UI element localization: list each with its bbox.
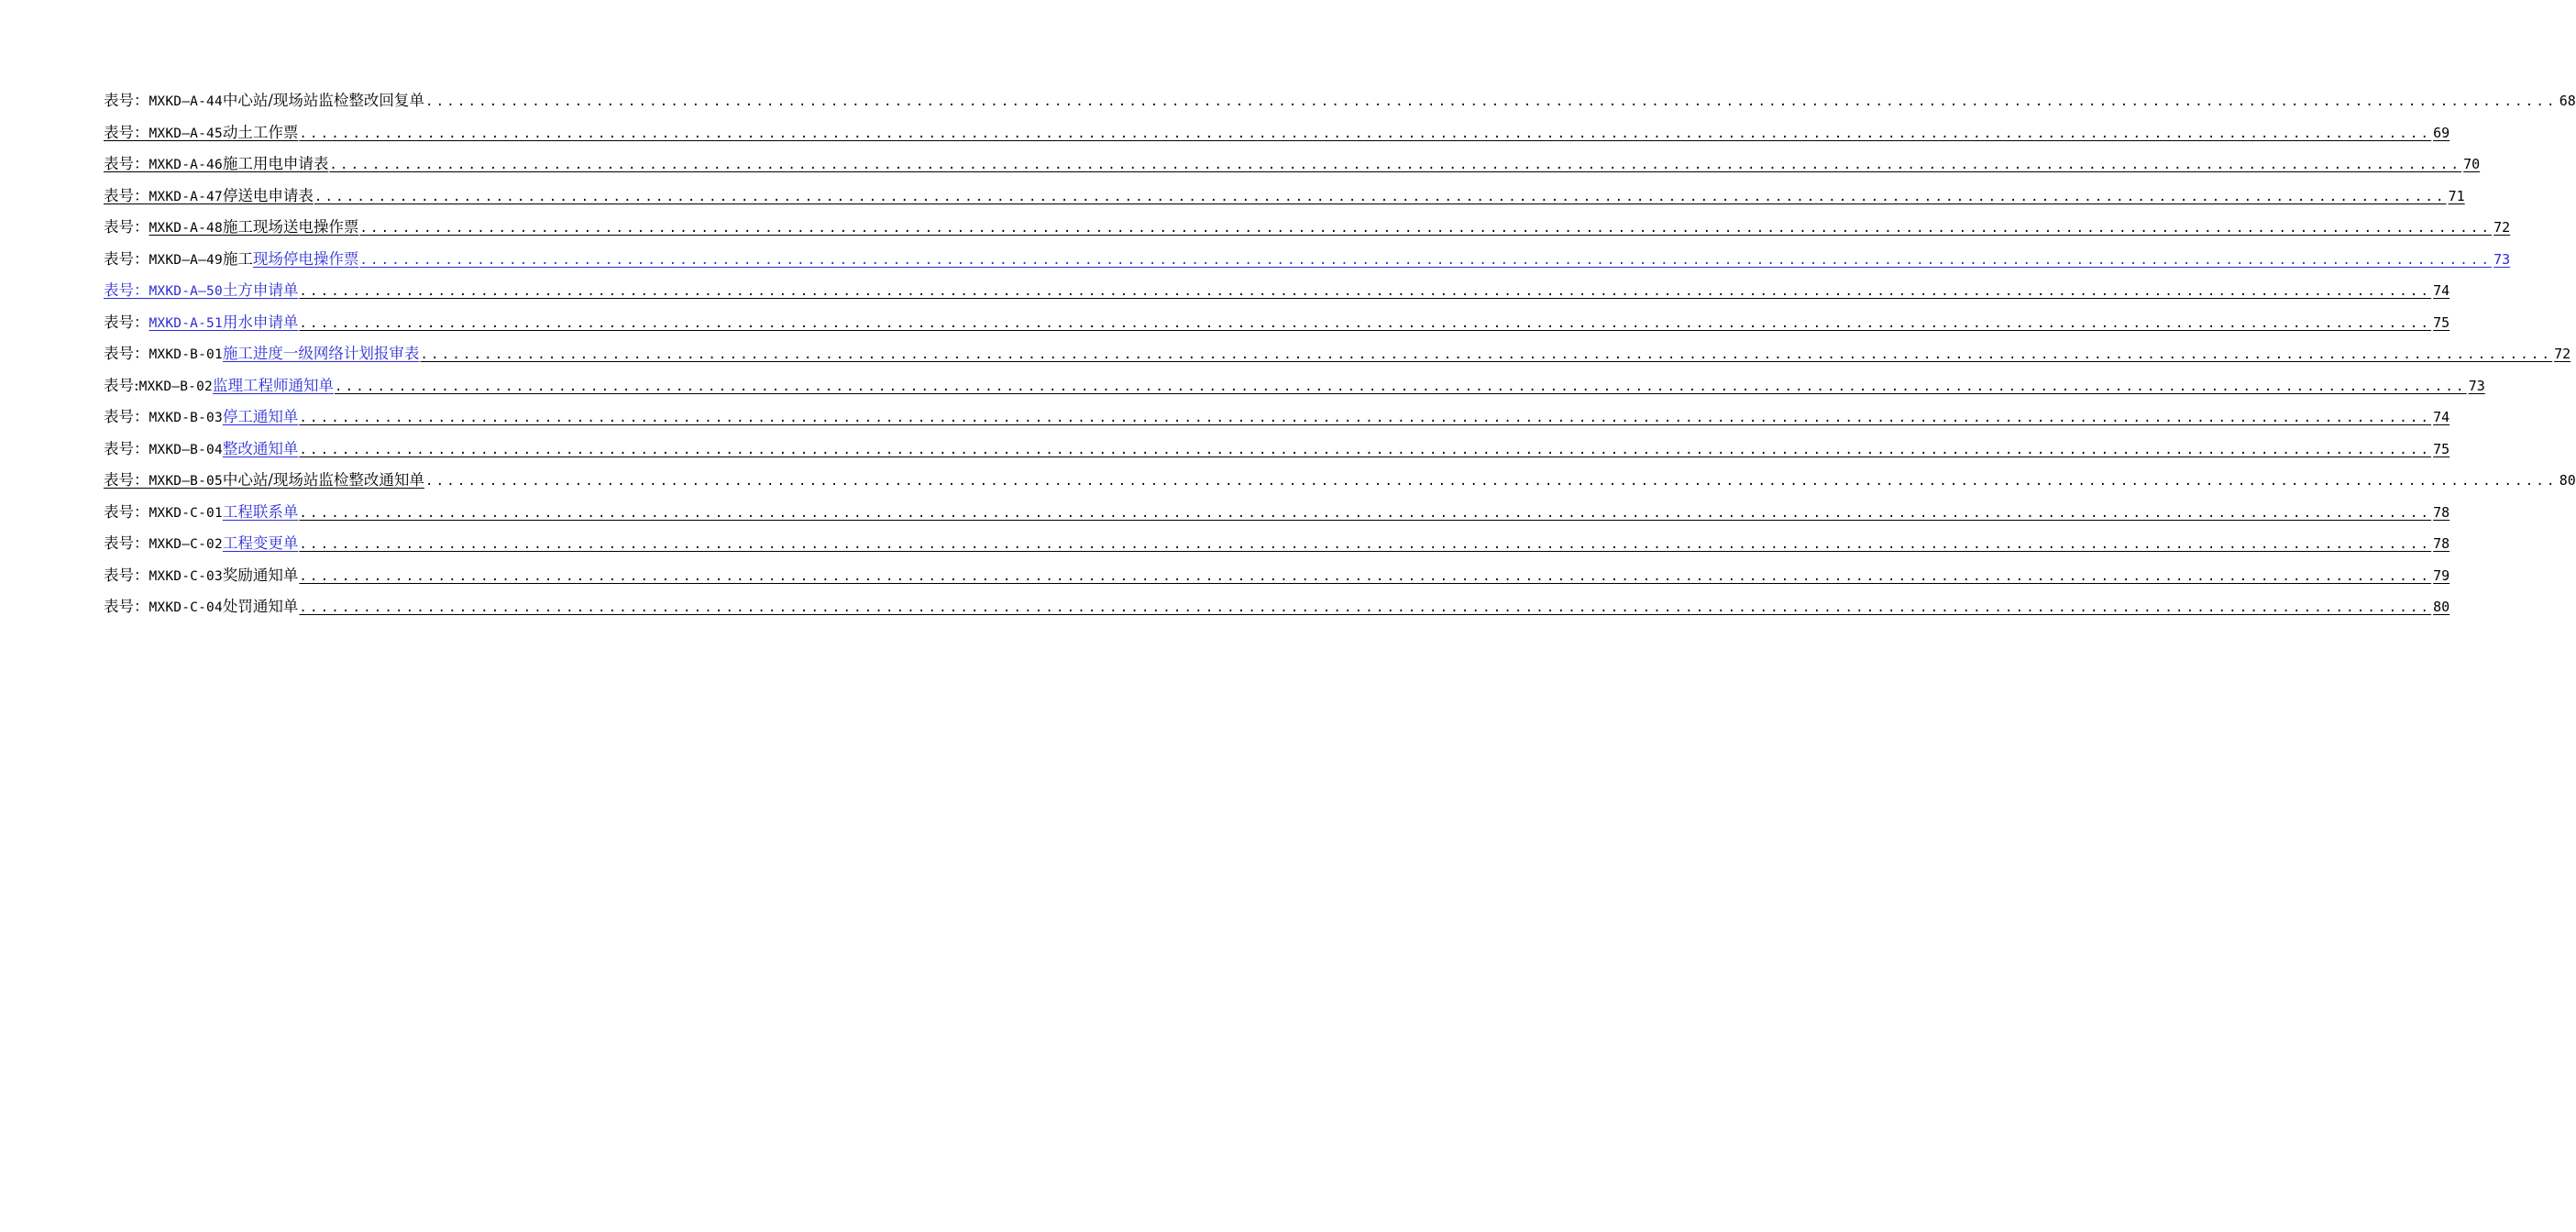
toc-entry[interactable] bbox=[104, 183, 2465, 215]
toc-page-number[interactable]: 75 bbox=[2433, 440, 2450, 457]
toc-leader-dots: ........................................................................................................................................................................................................ bbox=[299, 600, 2432, 615]
toc-entry-title[interactable]: 中心站/现场站监检整改通知单 bbox=[222, 471, 424, 489]
toc-entry-code: MXKD—C-02 bbox=[149, 537, 223, 552]
toc-entry-code: MXKD—B-02 bbox=[138, 379, 213, 394]
toc-entry[interactable] bbox=[104, 341, 2571, 373]
toc-entry[interactable] bbox=[104, 310, 2450, 342]
toc-entry-title[interactable]: 停工通知单 bbox=[222, 408, 299, 425]
toc-page-number[interactable]: 74 bbox=[2433, 282, 2450, 299]
toc-entry[interactable] bbox=[104, 373, 2485, 405]
toc-leader-dots: ........................................................................................................................................................................................................ bbox=[420, 347, 2553, 362]
toc-entry[interactable] bbox=[104, 468, 2576, 500]
toc-leader-dots: ........................................................................................................................................................................................................ bbox=[299, 315, 2432, 331]
toc-entry-prefix: 表号： bbox=[104, 566, 149, 584]
toc-page-number[interactable]: 70 bbox=[2463, 156, 2481, 172]
toc-entry[interactable] bbox=[104, 436, 2450, 468]
toc-leader-dots: ........................................................................................................................................................................................................ bbox=[334, 379, 2467, 394]
toc-entry-prefix: 表号： bbox=[104, 249, 149, 268]
toc-entry-code[interactable]: MXKD-A—50 bbox=[149, 284, 223, 299]
toc-leader-dots: ........................................................................................................................................................................................................ bbox=[299, 537, 2432, 552]
toc-entry[interactable] bbox=[104, 563, 2450, 595]
toc-page-number[interactable]: 79 bbox=[2433, 566, 2450, 584]
toc-entry-code: MXKD-C-04 bbox=[149, 600, 223, 615]
toc-entry-code: MXKD-C-03 bbox=[149, 568, 223, 584]
toc-entry[interactable] bbox=[104, 120, 2450, 152]
toc-leader-dots: ........................................................................................................................................................................................................ bbox=[299, 411, 2432, 425]
toc-entry-prefix[interactable]: 表号： bbox=[104, 471, 149, 489]
toc-leader-dots: ........................................................................................................................................................................................................ bbox=[299, 442, 2432, 457]
toc-entry-code: MXKD-B-01 bbox=[149, 347, 223, 362]
toc-entry[interactable] bbox=[104, 278, 2450, 310]
toc-page-number: 80 bbox=[2559, 472, 2576, 489]
toc-page-number: 68 bbox=[2559, 93, 2576, 109]
toc-leader-dots: ........................................................................................................................................................................................................ bbox=[314, 189, 2447, 204]
toc-entry-title: 奖励通知单 bbox=[222, 566, 299, 584]
toc-entry-prefix: 表号： bbox=[104, 218, 149, 236]
toc-page-number[interactable]: 73 bbox=[2468, 377, 2485, 394]
toc-entry-title[interactable]: 施工用电申请表 bbox=[222, 155, 329, 172]
toc-entry-title: 中心站/现场站监检整改回复单 bbox=[222, 92, 424, 109]
toc-page-number[interactable]: 78 bbox=[2433, 503, 2450, 521]
toc-entry-title[interactable]: 施工进度一级网络计划报审表 bbox=[222, 345, 420, 362]
toc-entry-code[interactable]: MXKD—A-45 bbox=[149, 126, 223, 141]
toc-leader-dots: ........................................................................................................................................................................................................ bbox=[359, 221, 2493, 236]
toc-entry-title[interactable]: 工程联系单 bbox=[222, 502, 299, 521]
toc-entry-code: MXKD—A-44 bbox=[149, 94, 223, 109]
toc-entry-title[interactable]: 动土工作票 bbox=[222, 123, 299, 141]
toc-entry-code[interactable]: MXKD-A-48 bbox=[149, 221, 223, 236]
toc-entry-title: 施工 bbox=[222, 249, 253, 268]
toc-entry-code[interactable]: MXKD-A-46 bbox=[149, 158, 223, 172]
toc-entry-code: MXKD-C-01 bbox=[149, 505, 223, 521]
toc-entry[interactable] bbox=[104, 500, 2450, 532]
toc-leader-dots: ........................................................................................................................................................................................................ bbox=[359, 252, 2493, 268]
toc-entry-code: MXKD—B-04 bbox=[149, 442, 223, 457]
toc-leader-dots: ........................................................................................................................................................................................................ bbox=[299, 568, 2432, 584]
toc-leader-dots: ........................................................................................................................................................................................................ bbox=[424, 474, 2558, 489]
toc-entry[interactable] bbox=[104, 404, 2450, 436]
toc-entry[interactable] bbox=[104, 247, 2511, 279]
toc-entry-code[interactable]: MXKD-A-51 bbox=[149, 315, 223, 331]
toc-entry-title[interactable]: 现场停电操作票 bbox=[252, 249, 359, 268]
toc-entry-prefix: 表号： bbox=[104, 598, 149, 615]
toc-page-number[interactable]: 69 bbox=[2433, 124, 2450, 141]
toc-entry-title[interactable]: 土方申请单 bbox=[222, 281, 299, 299]
toc-entry-code: MXKD—A—49 bbox=[149, 252, 223, 268]
toc-entry-prefix: 表号： bbox=[104, 534, 149, 552]
toc-entry-title[interactable]: 工程变更单 bbox=[222, 534, 299, 552]
toc-page-number[interactable]: 74 bbox=[2433, 409, 2450, 425]
toc-leader-dots: ........................................................................................................................................................................................................ bbox=[329, 158, 2462, 172]
toc-entry-prefix: 表号： bbox=[104, 92, 149, 109]
toc-leader-dots: ........................................................................................................................................................................................................ bbox=[299, 126, 2432, 141]
toc-leader-dots: ........................................................................................................................................................................................................ bbox=[424, 94, 2558, 109]
toc-entry-title: 处罚通知单 bbox=[222, 598, 299, 615]
toc-entry[interactable] bbox=[104, 151, 2481, 183]
toc-entry-code[interactable]: MXKD-A-47 bbox=[149, 189, 223, 204]
toc-leader-dots: ........................................................................................................................................................................................................ bbox=[299, 284, 2432, 299]
toc-entry[interactable] bbox=[104, 531, 2450, 563]
toc-entry-prefix: 表号: bbox=[104, 376, 139, 394]
toc-entry-title[interactable]: 用水申请单 bbox=[222, 313, 299, 331]
toc-entry-title[interactable]: 整改通知单 bbox=[222, 439, 299, 457]
table-of-contents bbox=[104, 88, 2576, 626]
toc-page-number[interactable]: 72 bbox=[2493, 219, 2511, 236]
toc-page-number[interactable]: 75 bbox=[2433, 314, 2450, 331]
toc-entry[interactable] bbox=[104, 594, 2450, 626]
toc-entry-title[interactable]: 施工现场送电操作票 bbox=[222, 218, 359, 236]
toc-page-number[interactable]: 71 bbox=[2448, 187, 2465, 204]
toc-entry-prefix[interactable]: 表号： bbox=[104, 123, 149, 141]
toc-entry-title[interactable]: 停送电申请表 bbox=[222, 186, 314, 204]
toc-entry-title[interactable]: 监理工程师通知单 bbox=[212, 376, 334, 394]
toc-entry-prefix: 表号： bbox=[104, 345, 149, 362]
toc-page-number[interactable]: 73 bbox=[2493, 250, 2511, 268]
toc-entry[interactable] bbox=[104, 214, 2511, 247]
toc-entry-prefix: 表号： bbox=[104, 502, 149, 521]
toc-entry-prefix[interactable]: 表号： bbox=[104, 186, 149, 204]
toc-leader-dots: ........................................................................................................................................................................................................ bbox=[299, 505, 2432, 521]
toc-entry-prefix[interactable]: 表号： bbox=[104, 281, 149, 299]
toc-entry-code[interactable]: MXKD—B-05 bbox=[149, 474, 223, 489]
toc-entry-prefix: 表号： bbox=[104, 408, 149, 425]
toc-page-number[interactable]: 80 bbox=[2433, 599, 2450, 615]
toc-entry[interactable] bbox=[104, 88, 2576, 120]
toc-entry-prefix: 表号： bbox=[104, 313, 149, 331]
toc-page-number[interactable]: 78 bbox=[2433, 535, 2450, 552]
toc-entry-code: MXKD-B-03 bbox=[149, 411, 223, 425]
toc-entry-prefix: 表号： bbox=[104, 439, 149, 457]
toc-entry-prefix[interactable]: 表号： bbox=[104, 155, 149, 172]
toc-page-number[interactable]: 72 bbox=[2554, 346, 2571, 362]
